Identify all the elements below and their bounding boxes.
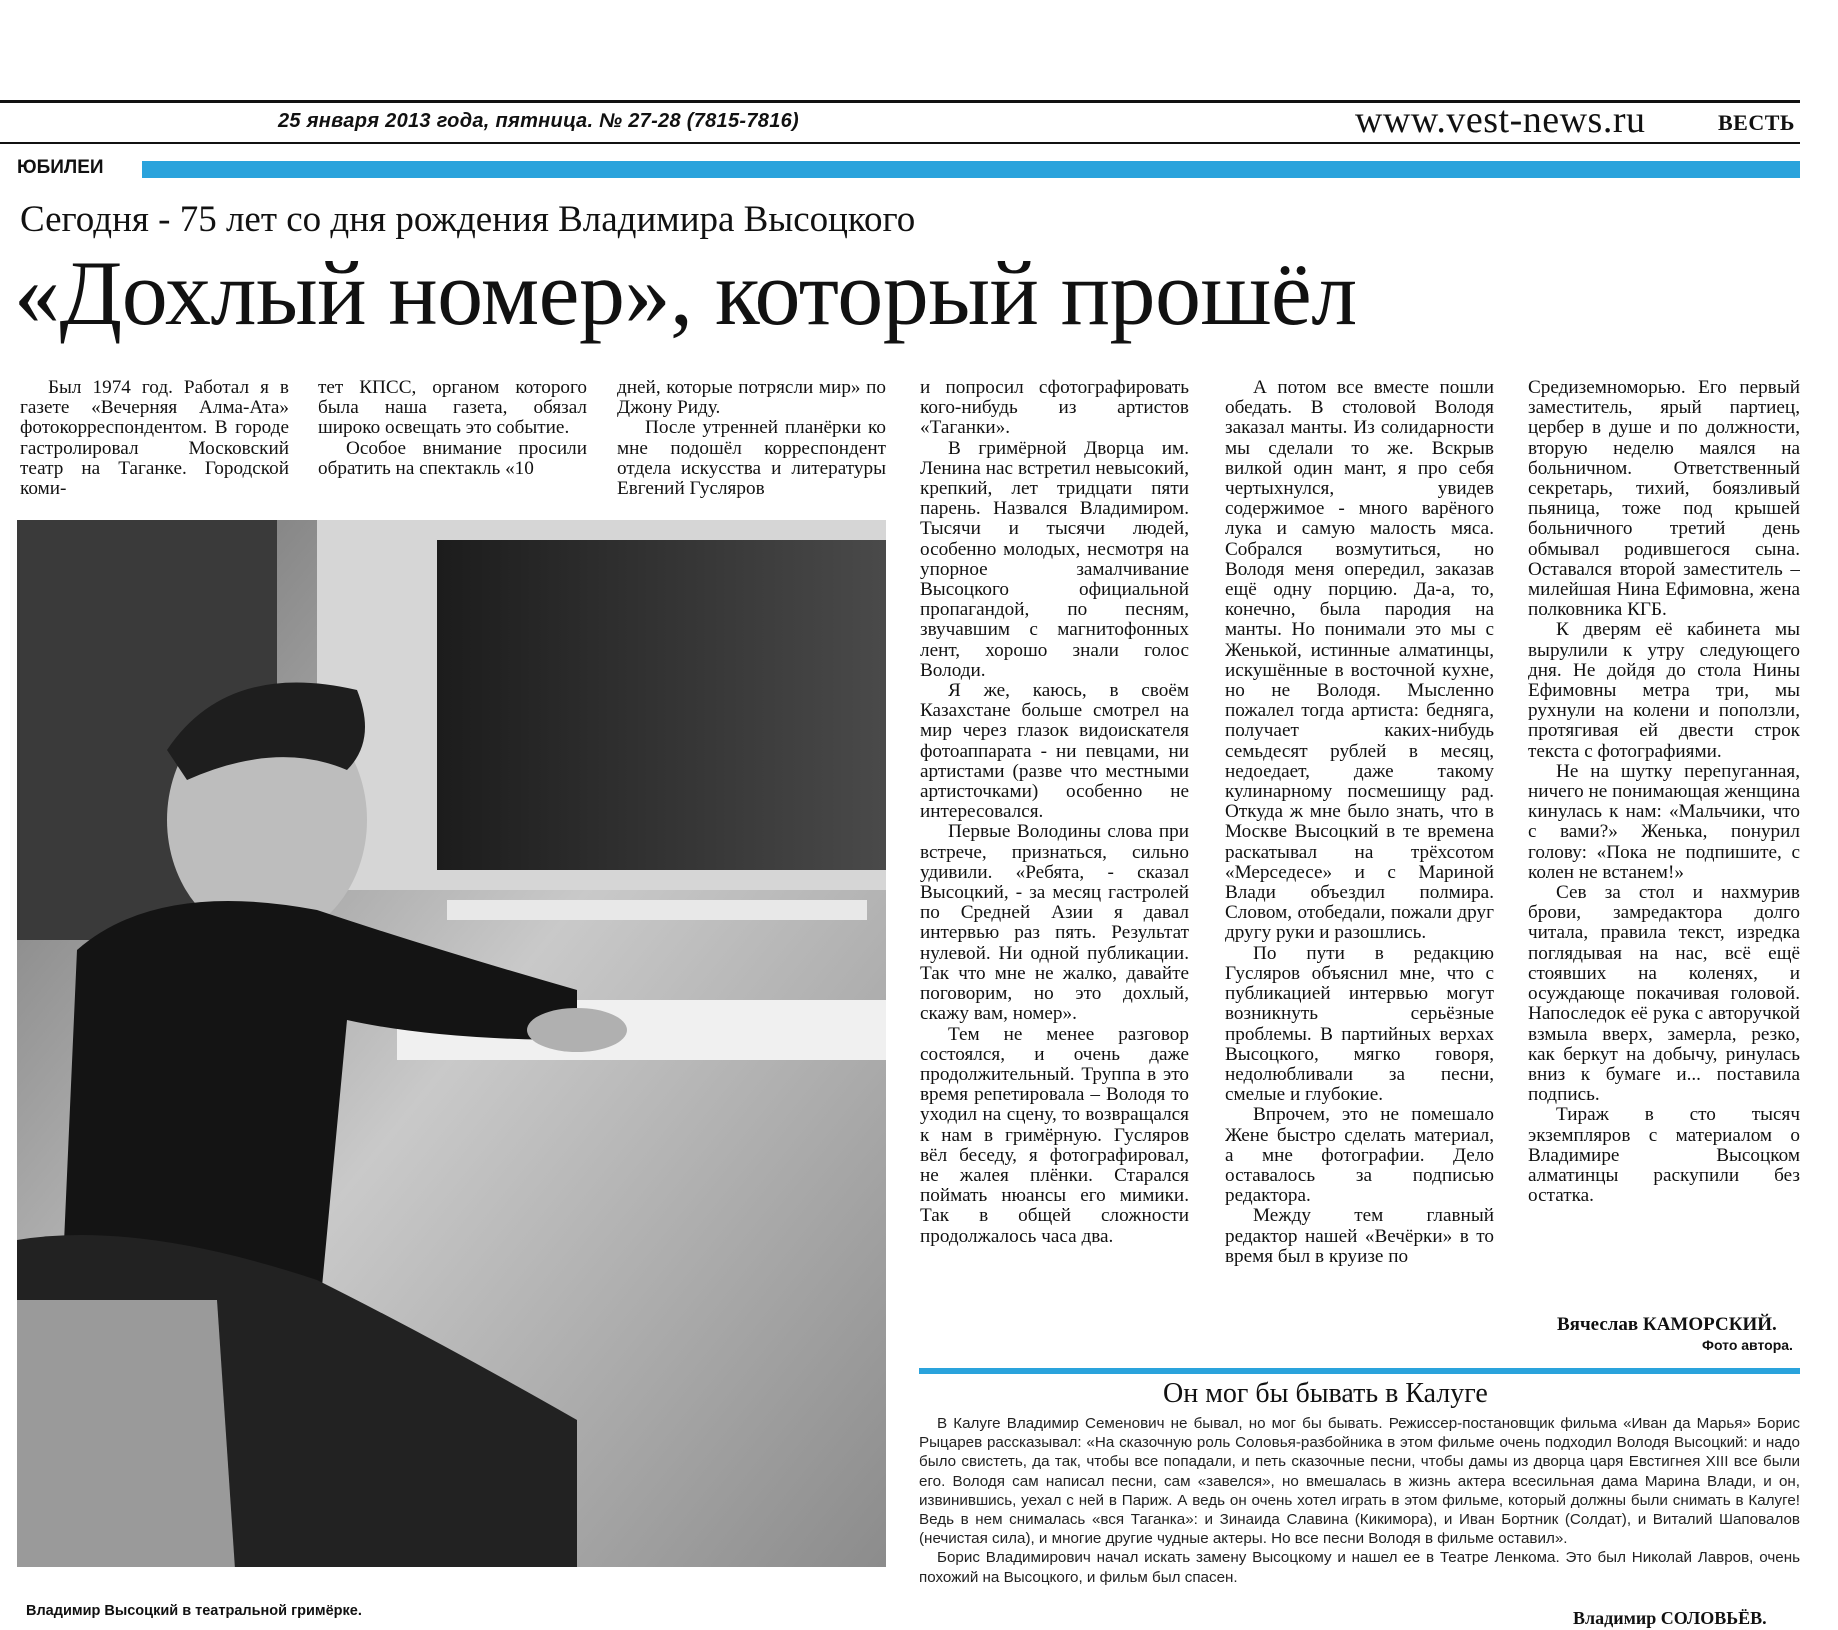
- column-5: [1225, 378, 1494, 1363]
- sidebar-text: [919, 1414, 1800, 1606]
- site-url[interactable]: www.vest-news.ru: [1355, 99, 1646, 141]
- paragraph: Между тем главный редактор нашей «Вечёрки» в то время был в круизе по: [1225, 1205, 1494, 1267]
- paragraph: и попросил сфотографировать кого-нибудь из артистов «Таганки».: [920, 378, 1189, 439]
- sidebar-title: Он мог бы бывать в Калуге: [1163, 1378, 1488, 1409]
- paragraph: А потом все вместе пошли обедать. В столовой Володя заказал манты. Из солидарности мы сделали то же. Вскрыв вилкой один мант, я про себя чертыхнулся, увидев содержимое - много варёного лука и самую малость мяса. Собрался возмутиться, но Володя меня опередил, заказав ещё одну порцию. Да-а, то, конечно, была пародия на манты. Но понимали это мы с Женькой, истинные алматинцы, искушённые в восточной кухне, но не Володя. Мысленно пожалел тогда артиста: бедняга, получает каких-нибудь семьдесят рублей в месяц, недоедает, даже такому кулинарному посмешищу рад. Откуда ж мне было знать, что в Москве Высоцкий в те времена раскатывал на трёхсотом «Мерседесе» и с Мариной Влади объездил полмира. Словом, отобедали, пожали друг другу руки и разошлись.: [1225, 378, 1494, 944]
- paragraph: тет КПСС, органом которого была наша газета, обязал широко освещать это событие.: [318, 378, 587, 439]
- paragraph: Не на шутку перепуганная, ничего не понимающая женщина кинулась к нам: «Мальчики, что с вами?» Женька, понурил голову: «Пока не подпишите, с колен не встанем!»: [1528, 760, 1800, 883]
- paragraph: К дверям её кабинета мы вырулили к утру следующего дня. Не дойдя до стола Нины Ефимовны метра три, мы рухнули на колени и поползли, протягивая ей двести строк текста с фотографиями.: [1528, 619, 1800, 762]
- rubric-label: ЮБИЛЕИ: [17, 157, 104, 178]
- caption-strip: [17, 1567, 886, 1599]
- newspaper-logo: ВЕСТЬ: [1718, 110, 1795, 135]
- paragraph: Впрочем, это не помешало Жене быстро сделать материал, а мне фотографии. Дело оставалось за подписью редактора.: [1225, 1104, 1494, 1207]
- paragraph: Был 1974 год. Работал я в газете «Вечерняя Алма-Ата» фотокорреспондентом. В городе гастролировал Московский театр на Таганке. Городской коми-: [20, 378, 289, 500]
- paragraph: Сев за стол и нахмурив брови, замредактора долго читала, правила текст, изредка поглядывая на нас, всё ещё стоявших на коленях, и осуждающе покачивая головой. Напоследок её рука с авторучкой взмыла вверх, замерла, резко, как беркут на добычу, ринулась вниз к бумаге и... поставила подпись.: [1528, 882, 1800, 1106]
- author-signature: Вячеслав КАМОРСКИЙ.: [1557, 1314, 1777, 1335]
- paragraph: После утренней планёрки ко мне подошёл корреспондент отдела искусства и литературы Евгений Гусляров: [617, 417, 886, 500]
- paragraph: Тираж в сто тысяч экземпляров с материалом о Владимире Высоцком алматинцы раскупили без остатка.: [1528, 1104, 1800, 1207]
- photo-credit: Фото автора.: [1702, 1337, 1793, 1353]
- column-4: [920, 378, 1189, 1363]
- paragraph: В Калуге Владимир Семенович не бывал, но мог бы бывать. Режиссер-постановщик фильма «Иван да Марья» Борис Рыцарев рассказывал: «На сказочную роль Соловья-разбойника в этом фильме очень подходил Володя Высоцкий: и надо было свистеть, да так, чтобы все попадали, и петь сказочные песни, чтобы дамы из дворца царя Евстигнея XIII все были его. Володя сам написал песни, сам «завелся», но вмешалась в жизнь актера всесильная дама Марина Влади, и он, извинившись, уехал с ней в Париж. А ведь он очень хотел играть в этом фильме, который должны были снимать в Калуге! Ведь в нем снималась «вся Таганка»: и Зинаида Славина (Кикимора), и Иван Бортник (Солдат), и Виталий Шаповалов (нечистая сила), и многие другие чудные актеры. Но все песни Володя в фильме оставил».: [919, 1415, 1800, 1548]
- headline: «Дохлый номер», который прошёл: [14, 242, 1357, 344]
- paragraph: Первые Володины слова при встрече, признаться, сильно удивили. «Ребята, - сказал Высоцкий, - за месяц гастролей по Средней Азии я давал интервью раз пять. Результат нулевой. Ни одной публикации. Так что мне не жалко, давайте поговорим, но это дохлый, скажу вам, номер».: [920, 821, 1189, 1025]
- paragraph: По пути в редакцию Гусляров объяснил мне, что с публикацией интервью могут возникнуть серьёзные проблемы. В партийных верхах Высоцкого, мягко говоря, недолюбливали за песни, смелые и глубокие.: [1225, 942, 1494, 1106]
- sidebar-signature: Владимир СОЛОВЬЁВ.: [1573, 1608, 1767, 1628]
- masthead-rule: [0, 142, 1800, 144]
- column-2: [318, 378, 587, 508]
- issue-line: 25 января 2013 года, пятница. № 27-28 (7815-7816): [278, 110, 800, 132]
- rubric-bar: [142, 161, 1800, 178]
- photo-caption: Владимир Высоцкий в театральной гримёрке.: [26, 1603, 362, 1619]
- photo-vysotsky: [17, 520, 886, 1599]
- paragraph: дней, которые потрясли мир» по Джону Риду.: [617, 378, 886, 419]
- column-3: [617, 378, 886, 508]
- paragraph: Средиземноморью. Его первый заместитель, ярый партиец, цербер в душе и по должности, вторую неделю маялся на больничном. Ответственный секретарь, тихий, боязливый пьяница, тоже под крышей больничного третий день обмывал родившегося сына. Оставался второй заместитель – милейшая Нина Ефимовна, жена полковника КГБ.: [1528, 378, 1800, 621]
- paragraph: Тем не менее разговор состоялся, и очень даже продолжительный. Труппа в это время репетировала – Володя то уходил на сцену, то возвращался к нам в гримёрную. Гусляров вёл беседу, я фотографировал, не жалея плёнки. Старался поймать нюансы его мимики. Так в общей сложности продолжалось часа два.: [920, 1023, 1189, 1247]
- paragraph: Я же, каюсь, в своём Казахстане больше смотрел на мир через глазок видоискателя фотоаппарата - ни певцами, ни артистами (разве что местными артисточками) особенно не интересовался.: [920, 680, 1189, 823]
- paragraph: В гримёрной Дворца им. Ленина нас встретил невысокий, крепкий, лет тридцати пяти парень. Назвался Владимиром. Тысячи и тысячи людей, особенно молодых, несмотря на упорное замалчивание Высоцкого официальной пропагандой, по песням, звучавшим с магнитофонных лент, хорошо знали голос Володи.: [920, 437, 1189, 681]
- column-6: [1528, 378, 1800, 1308]
- sidebar-bar: [919, 1368, 1800, 1374]
- photo-illustration: [17, 520, 886, 1599]
- paragraph: Особое внимание просили обратить на спектакль «10: [318, 437, 587, 479]
- paragraph: Борис Владимирович начал искать замену Высоцкому и нашел ее в Театре Ленкома. Это был Николай Лавров, очень похожий на Высоцкого, и фильм был спасен.: [919, 1549, 1800, 1586]
- kicker: Сегодня - 75 лет со дня рождения Владимира Высоцкого: [20, 199, 916, 240]
- column-1: [20, 378, 289, 508]
